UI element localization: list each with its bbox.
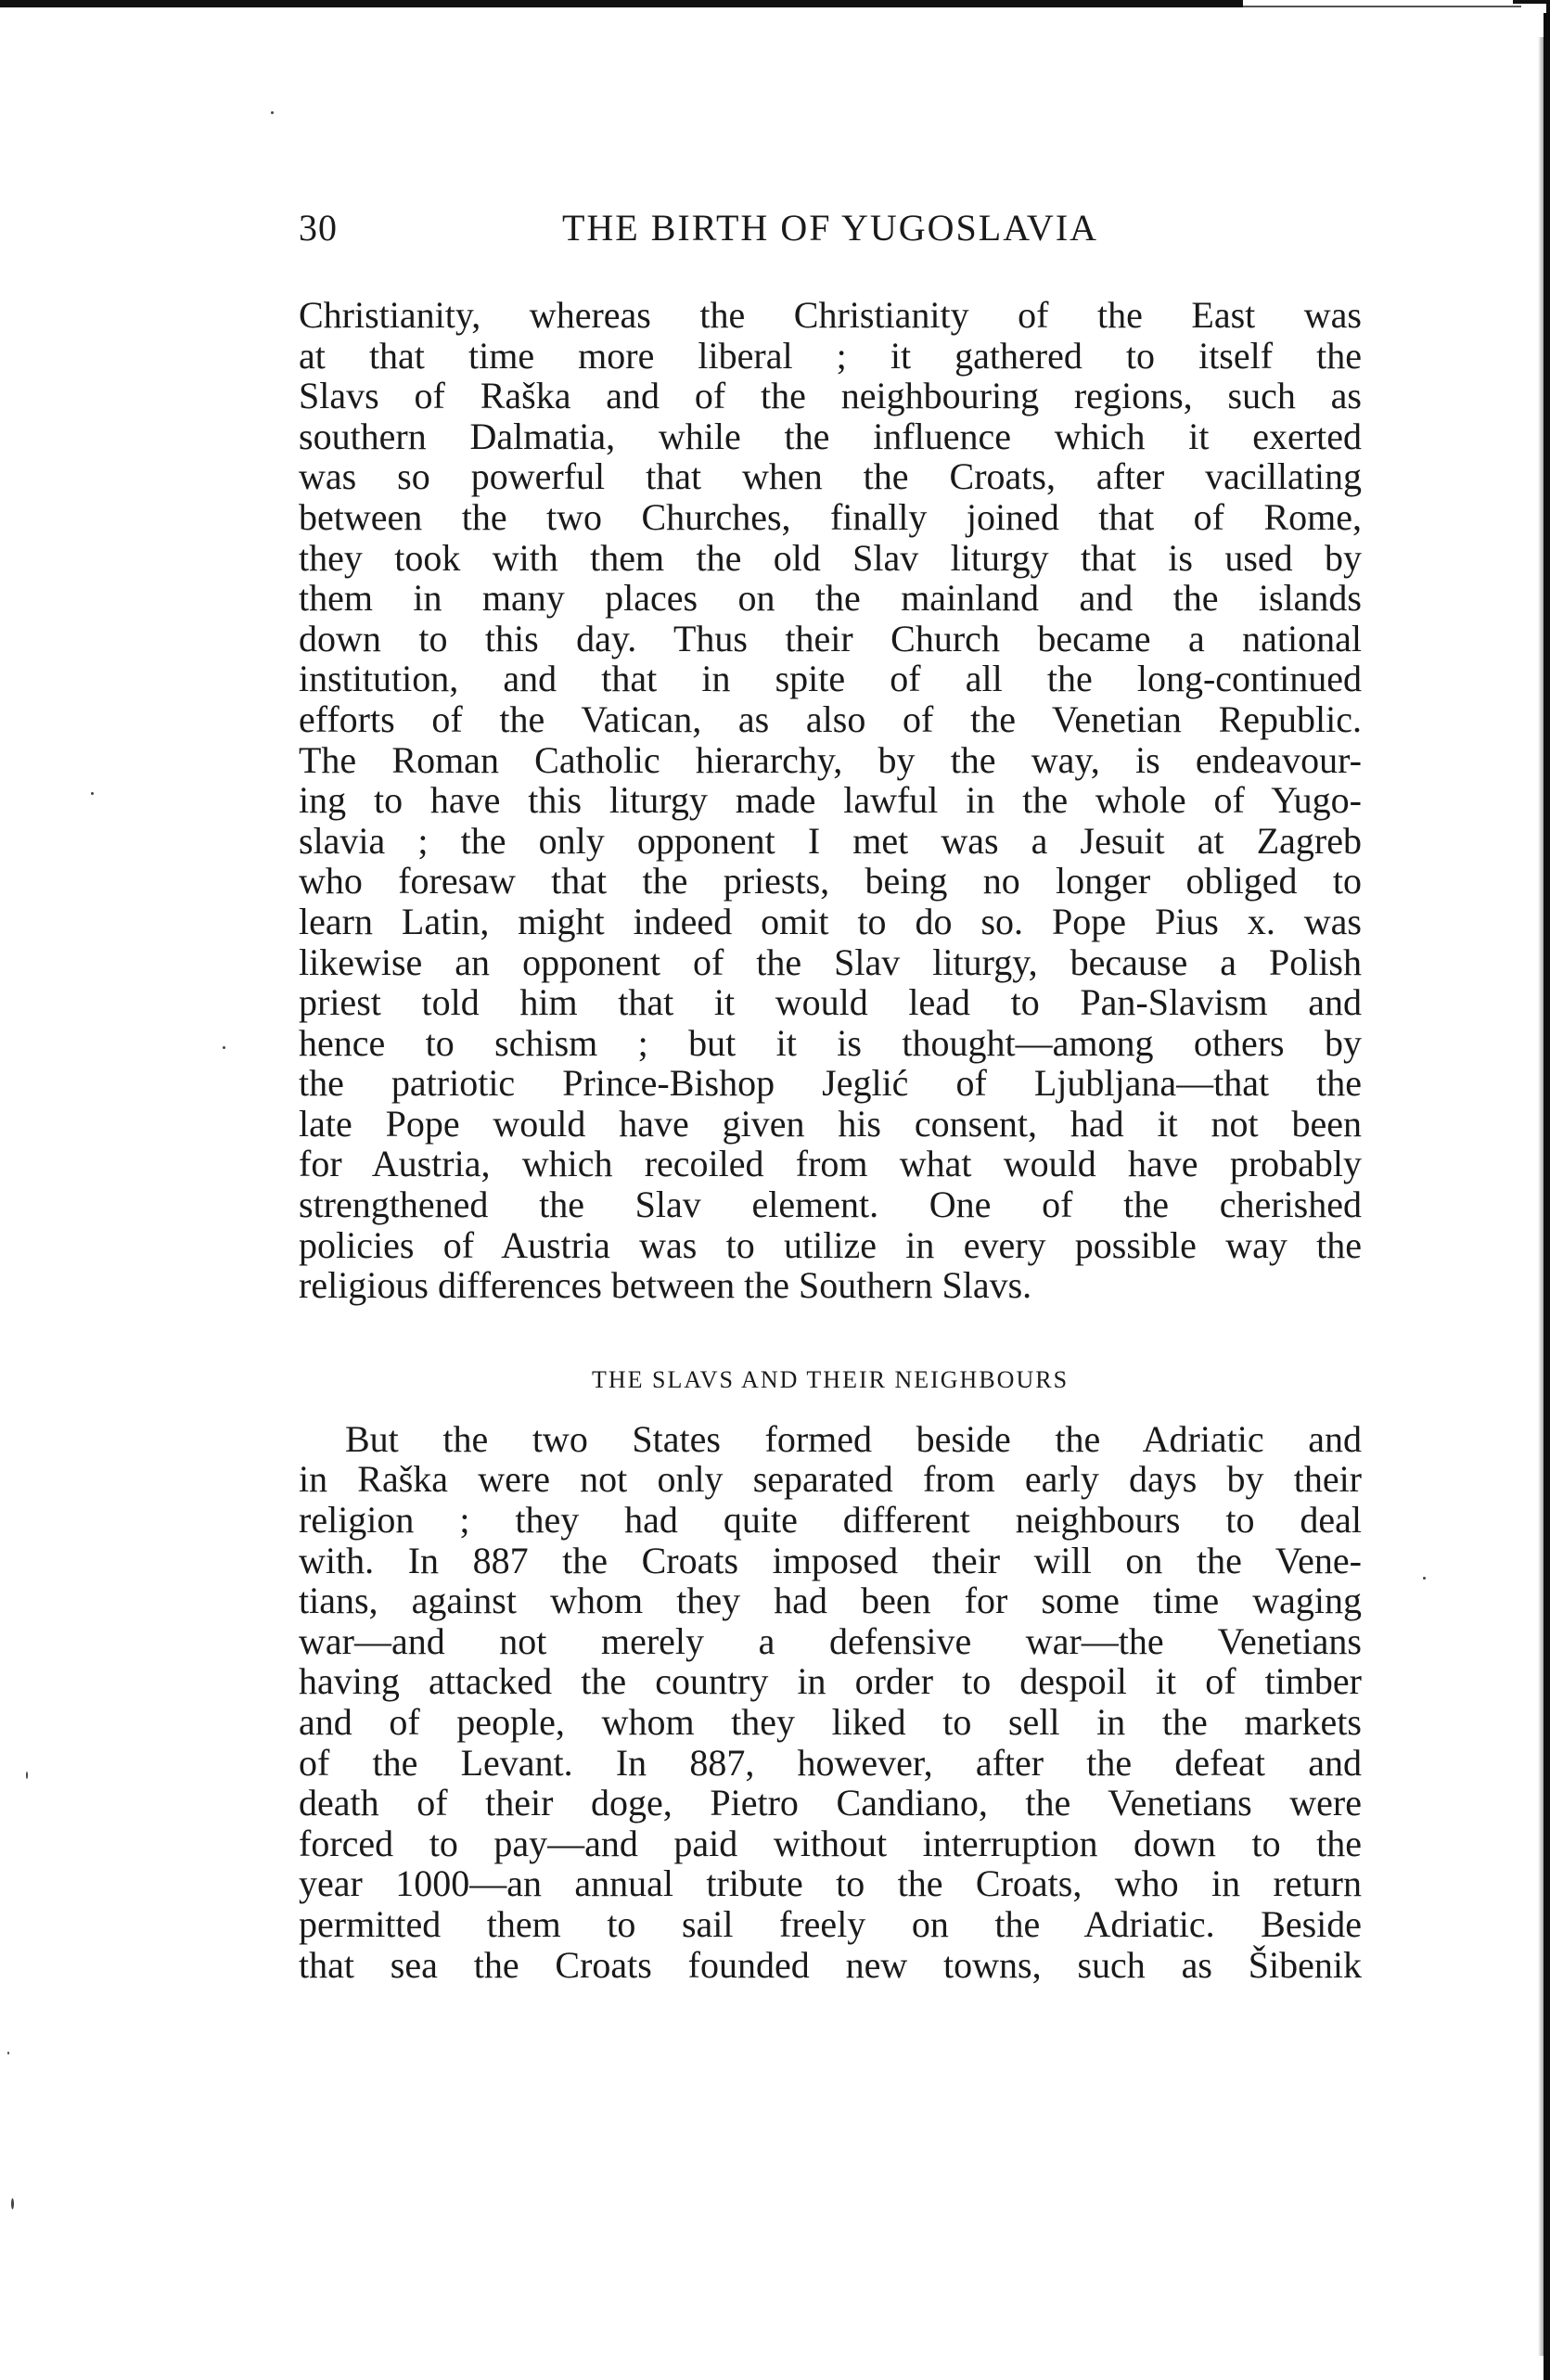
text-line: Slavs of Raška and of the neighbouring regions, such as <box>299 375 1362 417</box>
text-line: efforts of the Vatican, as also of the Venetian Republic. <box>299 697 1362 740</box>
text-line: who foresaw that the priests, being no longer obliged to <box>299 860 1362 902</box>
scan-speck <box>271 111 274 114</box>
text-line: they took with them the old Slav liturgy that is used by <box>299 536 1362 579</box>
scan-speck <box>223 1046 225 1049</box>
scan-top-edge-thin <box>1243 6 1521 7</box>
text-line: tians, against whom they had been for some time waging <box>299 1580 1362 1622</box>
text-line: strengthened the Slav element. One of the cherished <box>299 1184 1362 1226</box>
text-line: down to this day. Thus their Church became a national <box>299 617 1362 659</box>
text-line: them in many places on the mainland and the islands <box>299 577 1362 620</box>
text-line: year 1000—an annual tribute to the Croats, who in return <box>299 1862 1362 1905</box>
page-number: 30 <box>299 207 338 249</box>
text-line: But the two States formed beside the Adriatic and <box>345 1417 1362 1460</box>
text-line: institution, and that in spite of all the long-continued <box>299 658 1362 700</box>
scan-speck <box>1423 1577 1426 1580</box>
text-line: The Roman Catholic hierarchy, by the way, is endeavour- <box>299 738 1362 781</box>
text-line: having attacked the country in order to despoil it of timber <box>299 1660 1362 1703</box>
text-line: ing to have this liturgy made lawful in the whole of Yugo- <box>299 779 1362 822</box>
body-paragraph-2 <box>299 1419 1362 1985</box>
text-line: the patriotic Prince-Bishop Jeglić of Ljubljana—that the <box>299 1062 1362 1105</box>
scan-right-edge <box>1544 13 1550 2380</box>
text-line: forced to pay—and paid without interruption down to the <box>299 1822 1362 1864</box>
text-line: was so powerful that when the Croats, after vacillating <box>299 455 1362 498</box>
text-line: priest told him that it would lead to Pan-Slavism and <box>299 981 1362 1024</box>
text-line: hence to schism ; but it is thought—among others by <box>299 1021 1362 1064</box>
running-title: THE BIRTH OF YUGOSLAVIA <box>561 207 1099 249</box>
text-line: at that time more liberal ; it gathered to itself the <box>299 334 1362 377</box>
text-line: between the two Churches, finally joined that of Rome, <box>299 495 1362 538</box>
text-line: policies of Austria was to utilize in every possible way the <box>299 1223 1362 1266</box>
text-line: death of their doge, Pietro Candiano, the Venetians were <box>299 1782 1362 1824</box>
text-line: southern Dalmatia, while the influence which it exerted <box>299 415 1362 457</box>
scan-speck <box>11 2198 14 2209</box>
text-line: permitted them to sail freely on the Adriatic. Beside <box>299 1902 1362 1945</box>
section-heading: THE SLAVS AND THEIR NEIGHBOURS <box>591 1365 1070 1393</box>
text-line: of the Levant. In 887, however, after the defeat and <box>299 1741 1362 1784</box>
body-paragraph-1 <box>299 295 1362 1306</box>
text-line: religion ; they had quite different neighbours to deal <box>299 1499 1362 1542</box>
text-line: learn Latin, might indeed omit to do so. Pope Pius x. was <box>299 900 1362 942</box>
text-line: late Pope would have given his consent, had it not been <box>299 1102 1362 1145</box>
text-line: that sea the Croats founded new towns, such as Šibenik <box>299 1943 1362 1986</box>
text-line: religious differences between the Southern Slavs. <box>299 1264 1032 1307</box>
text-line: Christianity, whereas the Christianity of the East was <box>299 294 1362 336</box>
text-line: with. In 887 the Croats imposed their will on the Vene- <box>299 1539 1362 1581</box>
scan-top-edge <box>0 0 1243 7</box>
book-page <box>299 206 1362 1985</box>
text-line: slavia ; the only opponent I met was a Jesuit at Zagreb <box>299 819 1362 862</box>
text-line: for Austria, which recoiled from what would have probably <box>299 1143 1362 1185</box>
text-line: war—and not merely a defensive war—the Venetians <box>299 1619 1362 1662</box>
text-line: in Raška were not only separated from early days by their <box>299 1458 1362 1501</box>
scan-speck <box>7 2052 9 2054</box>
scan-speck <box>26 1772 28 1779</box>
text-line: and of people, whom they liked to sell in the markets <box>299 1701 1362 1743</box>
running-head <box>299 206 1362 262</box>
text-line: likewise an opponent of the Slav liturgy, because a Polish <box>299 940 1362 983</box>
scan-speck <box>91 792 94 795</box>
